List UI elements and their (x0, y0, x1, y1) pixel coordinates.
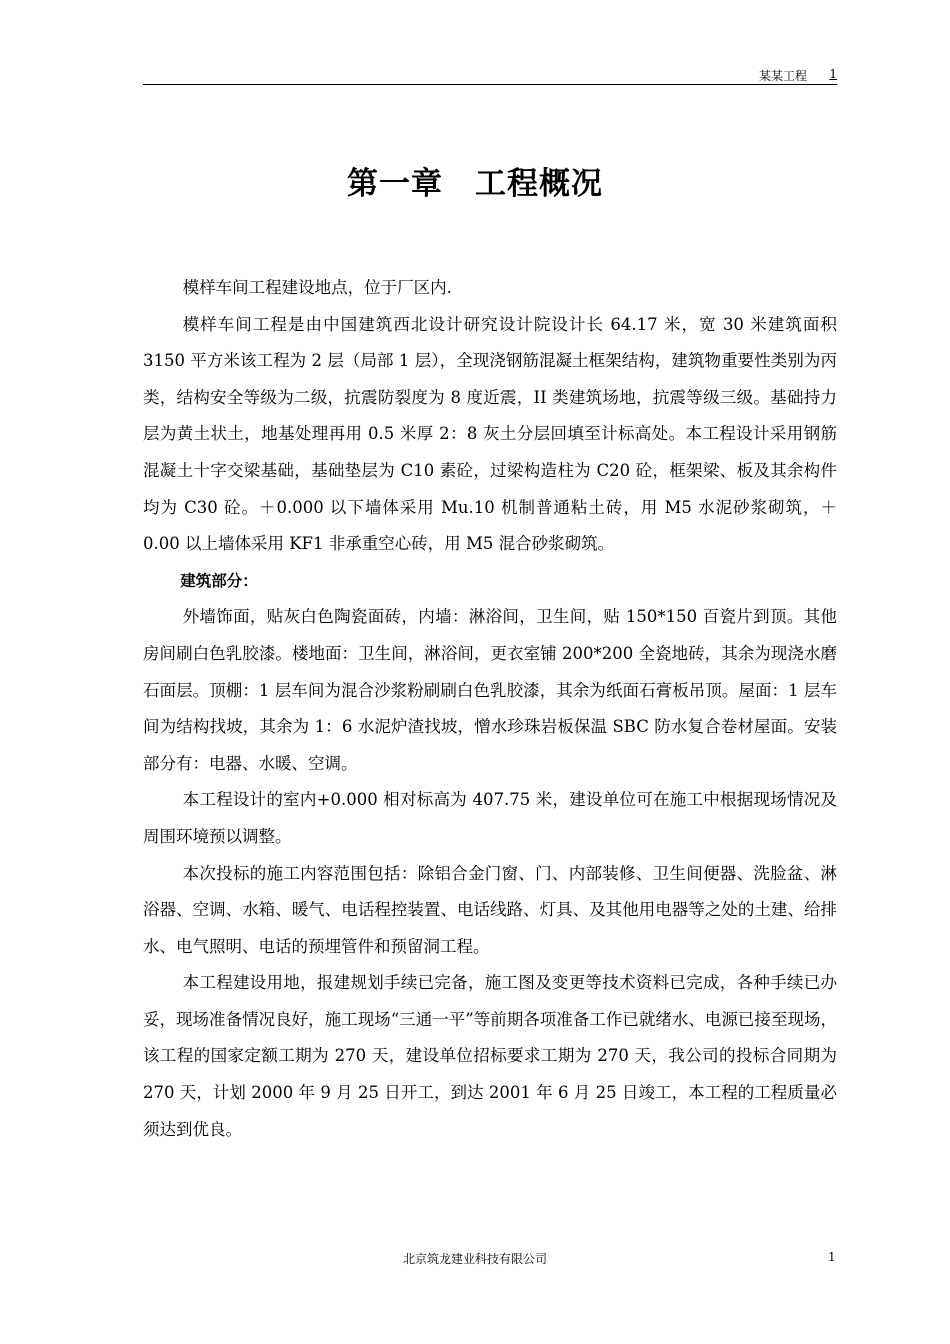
document-body (143, 270, 837, 1148)
paragraph-scope: 本次投标的施工内容范围包括：除铝合金门窗、门、内部装修、卫生间便器、洗脸盆、淋浴器、空调、水箱、暖气、电话程控装置、电话线路、灯具、及其他用电器等之处的土建、给排水、电气照明、电话的预埋管件和预留洞工程。 (143, 863, 837, 956)
footer-company: 北京筑龙建业科技有限公司 (402, 1252, 547, 1266)
header-page-number: 1 (829, 67, 837, 81)
paragraph-elevation: 本工程设计的室内+0.000 相对标高为 407.75 米，建设单位可在施工中根据现场情况及周围环境预以调整。 (143, 790, 837, 846)
header-title: 某某工程 (758, 69, 807, 83)
section-heading-architecture: 建筑部分： (180, 571, 258, 590)
paragraph-structure: 模样车间工程是由中国建筑西北设计研究设计院设计长 64.17 米，宽 30 米建筑面积 3150 平方米该工程为 2 层（局部 1 层），全现浇钢筋混凝土框架结构，建筑物重要性类别为丙类，结构安全等级为二级，抗震防裂度为 8 度近震，II 类建筑场地，抗震等级三级。基础持力层为黄土状土，地基处理再用 0.5 米厚 2：8 灰土分层回填至计标高处。本工程设计采用钢筋混凝土十字交梁基础，基础垫层为 C10 素砼，过梁构造柱为 C20 砼，框架梁、板及其余构件均为 C30 砼。＋0.000 以下墙体采用 Mu.10 机制普通粘土砖，用 M5 水泥砂浆砌筑，＋0.00 以上墙体采用 KF1 非承重空心砖，用 M5 混合砂浆砌筑。 (143, 314, 837, 554)
footer-page-number: 1 (828, 1250, 836, 1264)
paragraph-schedule: 本工程建设用地，报建规划手续已完备，施工图及变更等技术资料已完成，各种手续已办妥，现场准备情况良好，施工现场“三通一平”等前期各项准备工作已就绪水、电源已接至现场，该工程的国家定额工期为 270 天，建设单位招标要求工期为 270 天，我公司的投标合同期为 270 天，计划 2000 年 9 月 25 日开工，到达 2001 年 6 月 25 日竣工，本工程的工程质量必须达到优良。 (143, 973, 837, 1139)
paragraph-location: 模样车间工程建设地点，位于厂区内. (182, 278, 452, 297)
paragraph-finishes: 外墙饰面，贴灰白色陶瓷面砖，内墙：淋浴间，卫生间，贴 150*150 百瓷片到顶。其他房间刷白色乳胶漆。楼地面：卫生间，淋浴间，更衣室铺 200*200 全瓷地砖，其余为现浇水磨石面层。顶棚：1 层车间为混合沙浆粉刷刷白色乳胶漆，其余为纸面石膏板吊顶。屋面：1 层车间为结构找坡，其余为 1：6 水泥炉渣找坡，憎水珍珠岩板保温 SBC 防水复合卷材屋面。安装部分有：电器、水暖、空调。 (143, 607, 837, 773)
page-header (143, 64, 837, 85)
chapter-title: 第一章 工程概况 (347, 166, 603, 202)
